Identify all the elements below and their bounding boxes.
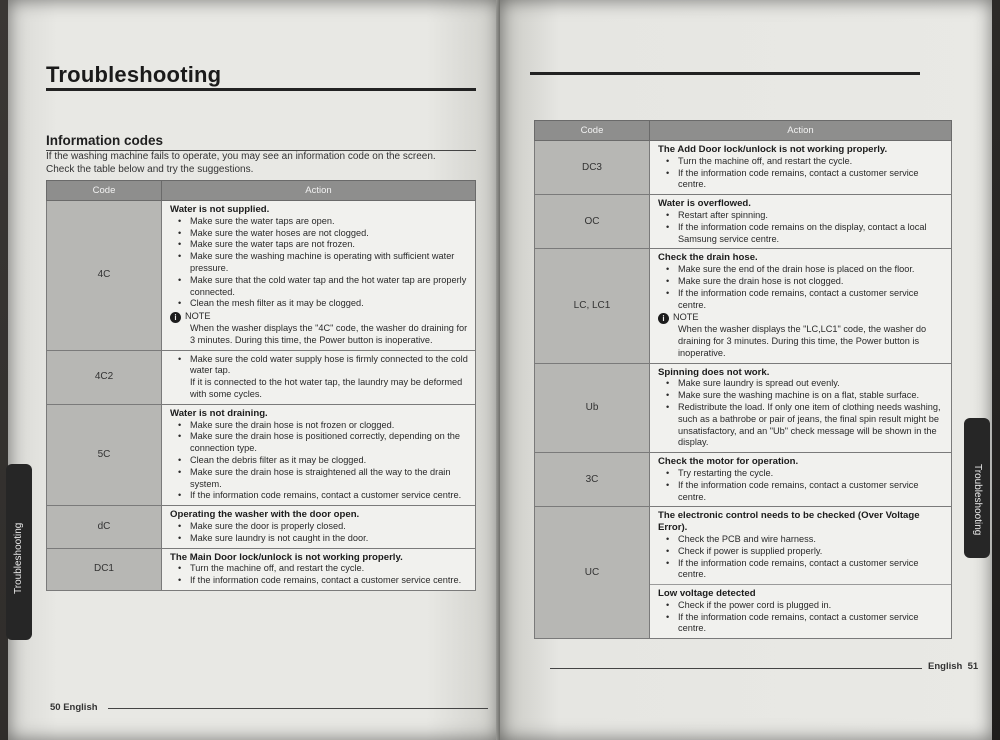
table-row	[47, 201, 476, 351]
action-title: Low voltage detected	[658, 588, 756, 600]
action-cell	[650, 141, 952, 195]
info-code: LC, LC1	[535, 249, 650, 363]
info-codes-table-left	[46, 180, 476, 591]
note-text: When the washer displays the "4C" code, the washer do draining for 3 minutes. During this time, the Power button is inoperative.	[190, 322, 468, 345]
suggestion-item: • Make sure the drain hose is straightened all the way to the drain system.	[182, 467, 469, 491]
code-header: Code	[535, 121, 650, 141]
info-code: 3C	[535, 453, 650, 507]
side-tab-label: Troubleshooting	[13, 522, 24, 594]
table-row	[47, 404, 476, 505]
action-cell	[650, 249, 952, 363]
section-side-tab	[964, 418, 990, 558]
action-title: Water is overflowed.	[658, 198, 751, 210]
suggestion-item: • Make sure the end of the drain hose is placed on the floor.	[670, 264, 945, 276]
section-title: Information codes	[46, 133, 164, 148]
suggestion-item: • Make sure the washing machine is operating with sufficient water pressure.	[182, 251, 469, 275]
suggestion-list	[170, 216, 469, 310]
suggestion-item: • Make sure the drain hose is positioned correctly, depending on the connection type.	[182, 431, 469, 455]
block-separator	[650, 584, 951, 585]
info-code: 5C	[47, 404, 162, 505]
suggestion-list	[658, 156, 945, 191]
suggestion-list	[170, 521, 469, 545]
table-row	[535, 141, 952, 195]
suggestion-item: • Redistribute the load. If only one item of clothing needs washing, such as a bathrobe or pair of jeans, the final spin result might be unsatisfactory, and an "Ub" check message will be shown in the display.	[670, 402, 945, 449]
info-code: UC	[535, 507, 650, 639]
suggestion-item: • If the information code remains, contact a customer service centre.	[182, 575, 469, 587]
action-cell	[650, 453, 952, 507]
action-cell	[650, 507, 952, 639]
suggestion-item: • Make sure the water taps are not frozen.	[182, 239, 469, 251]
suggestion-item: • Make sure laundry is not caught in the door.	[182, 533, 469, 545]
suggestion-item: • If the information code remains, contact a customer service centre.	[670, 168, 945, 192]
action-header: Action	[650, 121, 952, 141]
info-code: 4C	[47, 201, 162, 351]
page-number: 50	[50, 702, 61, 713]
suggestion-list	[658, 378, 945, 449]
table-row	[535, 453, 952, 507]
suggestion-item: • Make sure the water hoses are not clogged.	[182, 228, 469, 240]
action-title: The Main Door lock/unlock is not working properly.	[170, 551, 403, 563]
suggestion-item: • Make sure the cold water supply hose is firmly connected to the cold water tap.	[182, 354, 469, 378]
suggestion-item: • Clean the mesh filter as it may be clogged.	[182, 298, 469, 310]
info-code: Ub	[535, 363, 650, 453]
table-row	[535, 249, 952, 363]
action-cell	[162, 506, 476, 548]
suggestion-continuation: If it is connected to the hot water tap, the laundry may be deformed with some cycles.	[190, 377, 463, 399]
note-icon: i	[170, 312, 181, 323]
title-rule	[46, 88, 476, 91]
suggestion-list	[658, 600, 945, 635]
footer-language: English	[63, 702, 98, 713]
table-row	[47, 350, 476, 404]
action-cell	[162, 548, 476, 590]
suggestion-item: • Check if power is supplied properly.	[670, 546, 945, 558]
suggestion-list	[170, 420, 469, 503]
page-title: Troubleshooting	[46, 62, 222, 87]
footer-right	[928, 661, 978, 672]
action-cell	[162, 350, 476, 404]
action-title: Check the drain hose.	[658, 252, 758, 264]
note-heading	[658, 312, 945, 324]
side-tab-label: Troubleshooting	[972, 464, 983, 536]
suggestion-list	[170, 354, 469, 378]
section-side-tab	[6, 464, 32, 640]
action-header: Action	[162, 181, 476, 201]
suggestion-item: • If the information code remains on the display, contact a local Samsung service centre.	[670, 222, 945, 246]
suggestion-list	[658, 264, 945, 311]
suggestion-item: • Restart after spinning.	[670, 210, 945, 222]
info-code: DC1	[47, 548, 162, 590]
intro-text: If the washing machine fails to operate, you may see an information code on the screen. Check the table below and try the suggestions.	[46, 151, 436, 175]
suggestion-item: • Try restarting the cycle.	[670, 468, 945, 480]
note-icon: i	[658, 313, 669, 324]
action-cell	[162, 404, 476, 505]
action-title: Operating the washer with the door open.	[170, 509, 360, 521]
info-codes-table-right	[534, 120, 952, 639]
action-cell	[650, 195, 952, 249]
footer-language: English	[928, 661, 963, 672]
suggestion-list	[658, 210, 945, 245]
suggestion-item: • If the information code remains, contact a customer service centre.	[670, 480, 945, 504]
suggestion-item: • Make sure the drain hose is not frozen or clogged.	[182, 420, 469, 432]
suggestion-item: • Turn the machine off, and restart the cycle.	[182, 563, 469, 575]
action-title: Spinning does not work.	[658, 366, 770, 378]
suggestion-item: • Clean the debris filter as it may be clogged.	[182, 455, 469, 467]
footer-rule	[550, 668, 922, 669]
action-title: The Add Door lock/unlock is not working properly.	[658, 144, 888, 155]
table-row	[47, 506, 476, 548]
suggestion-item: • Make sure the door is properly closed.	[182, 521, 469, 533]
table-row	[535, 363, 952, 453]
table-row	[47, 548, 476, 590]
note-heading	[170, 311, 469, 323]
suggestion-list	[658, 534, 945, 581]
suggestion-item: • If the information code remains, contact a customer service centre.	[670, 612, 945, 636]
info-code: OC	[535, 195, 650, 249]
info-code: DC3	[535, 141, 650, 195]
action-title: Water is not supplied.	[170, 204, 270, 215]
suggestion-item: • Make sure the water taps are open.	[182, 216, 469, 228]
suggestion-item: • Make sure laundry is spread out evenly.	[670, 378, 945, 390]
suggestion-item: • Check if the power cord is plugged in.	[670, 600, 945, 612]
suggestion-item: • Turn the machine off, and restart the cycle.	[670, 156, 945, 168]
table-row	[535, 195, 952, 249]
action-title: Water is not draining.	[170, 407, 268, 419]
action-title: Check the motor for operation.	[658, 456, 799, 468]
suggestion-item: • If the information code remains, contact a customer service centre.	[670, 558, 945, 582]
footer-left	[50, 702, 98, 713]
suggestion-list	[658, 468, 945, 503]
suggestion-item: • Check the PCB and wire harness.	[670, 534, 945, 546]
suggestion-item: • If the information code remains, contact a customer service centre.	[670, 288, 945, 312]
suggestion-item: • Make sure that the cold water tap and the hot water tap are properly connected.	[182, 275, 469, 299]
note-label: NOTE	[673, 312, 699, 323]
info-code: 4C2	[47, 350, 162, 404]
note-label: NOTE	[185, 311, 211, 322]
note-text: When the washer displays the "LC,LC1" code, the washer do draining for 3 minutes. During this time, the Power button is inoperative.	[678, 324, 927, 358]
table-row	[535, 507, 952, 639]
suggestion-list	[170, 563, 469, 587]
code-header: Code	[47, 181, 162, 201]
action-title: The electronic control needs to be checked (Over Voltage Error).	[658, 510, 920, 534]
header-rule	[530, 72, 920, 75]
suggestion-item: • If the information code remains, contact a customer service centre.	[182, 490, 469, 502]
action-cell	[650, 363, 952, 453]
footer-rule	[108, 708, 488, 709]
info-code: dC	[47, 506, 162, 548]
page-number: 51	[967, 661, 979, 672]
suggestion-item: • Make sure the washing machine is on a flat, stable surface.	[670, 390, 945, 402]
suggestion-item: • Make sure the drain hose is not clogged.	[670, 276, 945, 288]
action-cell	[162, 201, 476, 351]
left-page	[8, 0, 500, 740]
right-page	[500, 0, 992, 740]
